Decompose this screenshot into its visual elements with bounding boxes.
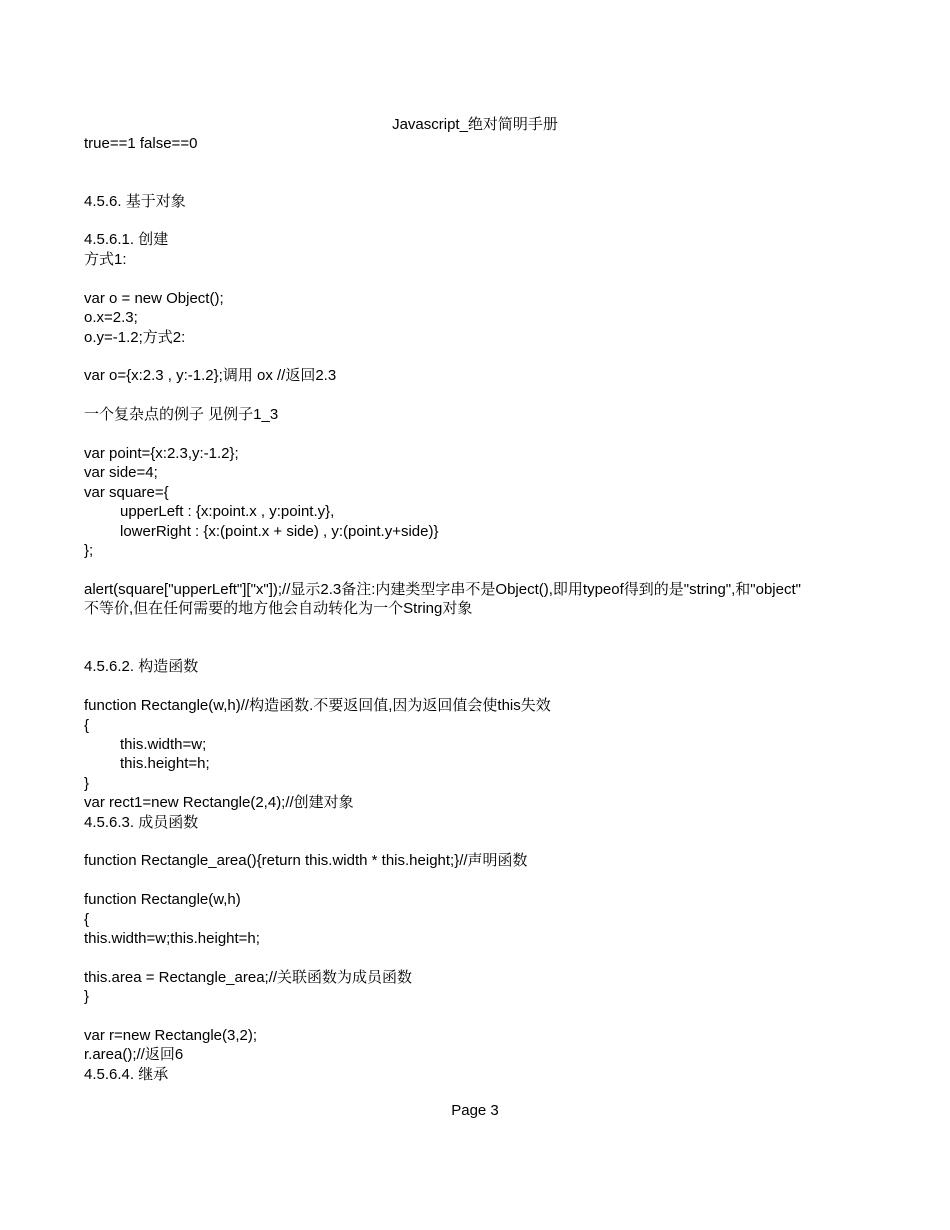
blank-line bbox=[84, 172, 884, 191]
code-line: alert(square["upperLeft"]["x"]);//显示2.3备注:内建类型字串不是Object(),即用typeof得到的是"string",和"object" bbox=[84, 580, 801, 598]
code-line: o.y=-1.2;方式2: bbox=[84, 328, 186, 346]
code-line: }; bbox=[84, 541, 94, 559]
code-line: } bbox=[84, 774, 90, 792]
text-line: 不等价,但在任何需要的地方他会自动转化为一个String对象 bbox=[84, 600, 473, 618]
subsection-heading: 4.5.6.4. 继承 bbox=[84, 1065, 169, 1083]
code-line: var r=new Rectangle(3,2); bbox=[84, 1026, 257, 1044]
code-line: function Rectangle(w,h)//构造函数.不要返回值,因为返回值会使this失效 bbox=[84, 697, 551, 715]
blank-line bbox=[84, 832, 884, 851]
subsection-heading: 4.5.6.3. 成员函数 bbox=[84, 813, 199, 831]
code-line: var o={x:2.3 , y:-1.2};调用 ox //返回2.3 bbox=[84, 367, 337, 385]
subsection-heading: 4.5.6.2. 构造函数 bbox=[84, 658, 199, 676]
blank-line bbox=[84, 211, 884, 230]
code-line: var o = new Object(); bbox=[84, 289, 224, 307]
code-line: this.width=w;this.height=h; bbox=[84, 929, 260, 947]
text-line: 一个复杂点的例子 见例子1_3 bbox=[84, 406, 279, 424]
blank-line bbox=[84, 560, 884, 579]
blank-line bbox=[84, 425, 884, 444]
document-body bbox=[84, 134, 884, 1085]
blank-line bbox=[84, 347, 884, 366]
blank-line bbox=[84, 871, 884, 890]
blank-line bbox=[84, 1007, 884, 1026]
blank-line bbox=[84, 619, 884, 638]
code-line: this.height=h; bbox=[120, 755, 210, 773]
blank-line bbox=[84, 638, 884, 657]
code-line: { bbox=[84, 716, 90, 734]
code-line: r.area();//返回6 bbox=[84, 1046, 184, 1064]
subsection-heading: 4.5.6.1. 创建 bbox=[84, 231, 169, 249]
blank-line bbox=[84, 386, 884, 405]
code-line: } bbox=[84, 988, 90, 1006]
section-heading: 4.5.6. 基于对象 bbox=[84, 192, 186, 210]
text-line: 方式1: bbox=[84, 250, 127, 268]
code-line: upperLeft : {x:point.x , y:point.y}, bbox=[120, 503, 335, 521]
code-line: var rect1=new Rectangle(2,4);//创建对象 bbox=[84, 794, 354, 812]
code-line: var side=4; bbox=[84, 464, 158, 482]
blank-line bbox=[84, 677, 884, 696]
code-line: function Rectangle_area(){return this.width * this.height;}//声明函数 bbox=[84, 852, 528, 870]
page-header: Javascript_绝对简明手册 bbox=[392, 116, 558, 133]
code-line: o.x=2.3; bbox=[84, 309, 138, 327]
code-line: { bbox=[84, 910, 90, 928]
code-line: this.width=w; bbox=[120, 735, 207, 753]
code-line: var point={x:2.3,y:-1.2}; bbox=[84, 444, 239, 462]
code-line: var square={ bbox=[84, 483, 169, 501]
code-line: function Rectangle(w,h) bbox=[84, 891, 241, 909]
blank-line bbox=[84, 269, 884, 288]
blank-line bbox=[84, 948, 884, 967]
code-line: this.area = Rectangle_area;//关联函数为成员函数 bbox=[84, 968, 413, 986]
blank-line bbox=[84, 153, 884, 172]
code-line: lowerRight : {x:(point.x + side) , y:(point.y+side)} bbox=[120, 522, 439, 540]
text-line: true==1 false==0 bbox=[84, 134, 198, 152]
page-number: Page 3 bbox=[451, 1102, 499, 1119]
